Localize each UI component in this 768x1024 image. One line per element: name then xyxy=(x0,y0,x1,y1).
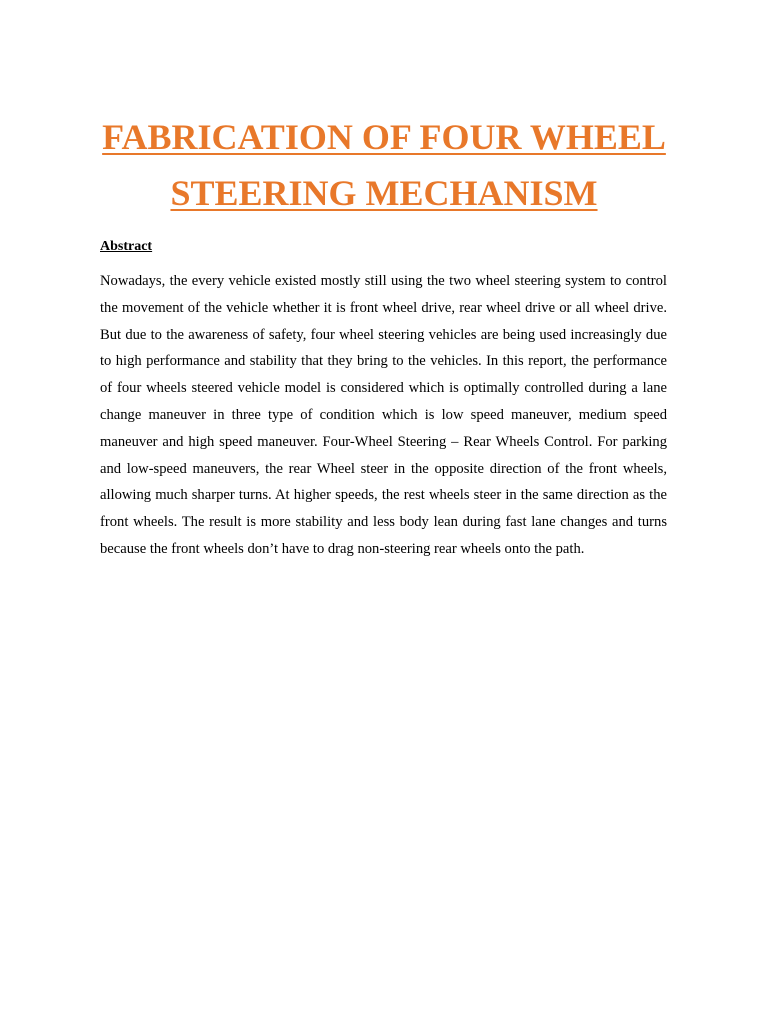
section-heading-abstract: Abstract xyxy=(100,239,153,254)
document-title-line-2: STEERING MECHANISM xyxy=(170,173,598,213)
abstract-paragraph: Nowadays, the every vehicle existed mostly still using the two wheel steering system to control the movement of the vehicle whether it is front wheel drive, rear wheel drive or all wheel drive. But due to the awareness of safety, four wheel steering vehicles are being used increasingly due to high performance and stability that they bring to the vehicles. In this report, the performance of four wheels steered vehicle model is considered which is optimally controlled during a lane change maneuver in three type of condition which is low speed maneuver, medium speed maneuver and high speed maneuver. Four-Wheel Steering – Rear Wheels Control. For parking and low-speed maneuvers, the rear Wheel steer in the opposite direction of the front wheels, allowing much sharper turns. At higher speeds, the rest wheels steer in the same direction as the front wheels. The result is more stability and less body lean during fast lane changes and turns because the front wheels don’t have to drag non-steering rear wheels onto the path. xyxy=(100,273,667,557)
document-title-line-1: FABRICATION OF FOUR WHEEL xyxy=(102,117,666,157)
